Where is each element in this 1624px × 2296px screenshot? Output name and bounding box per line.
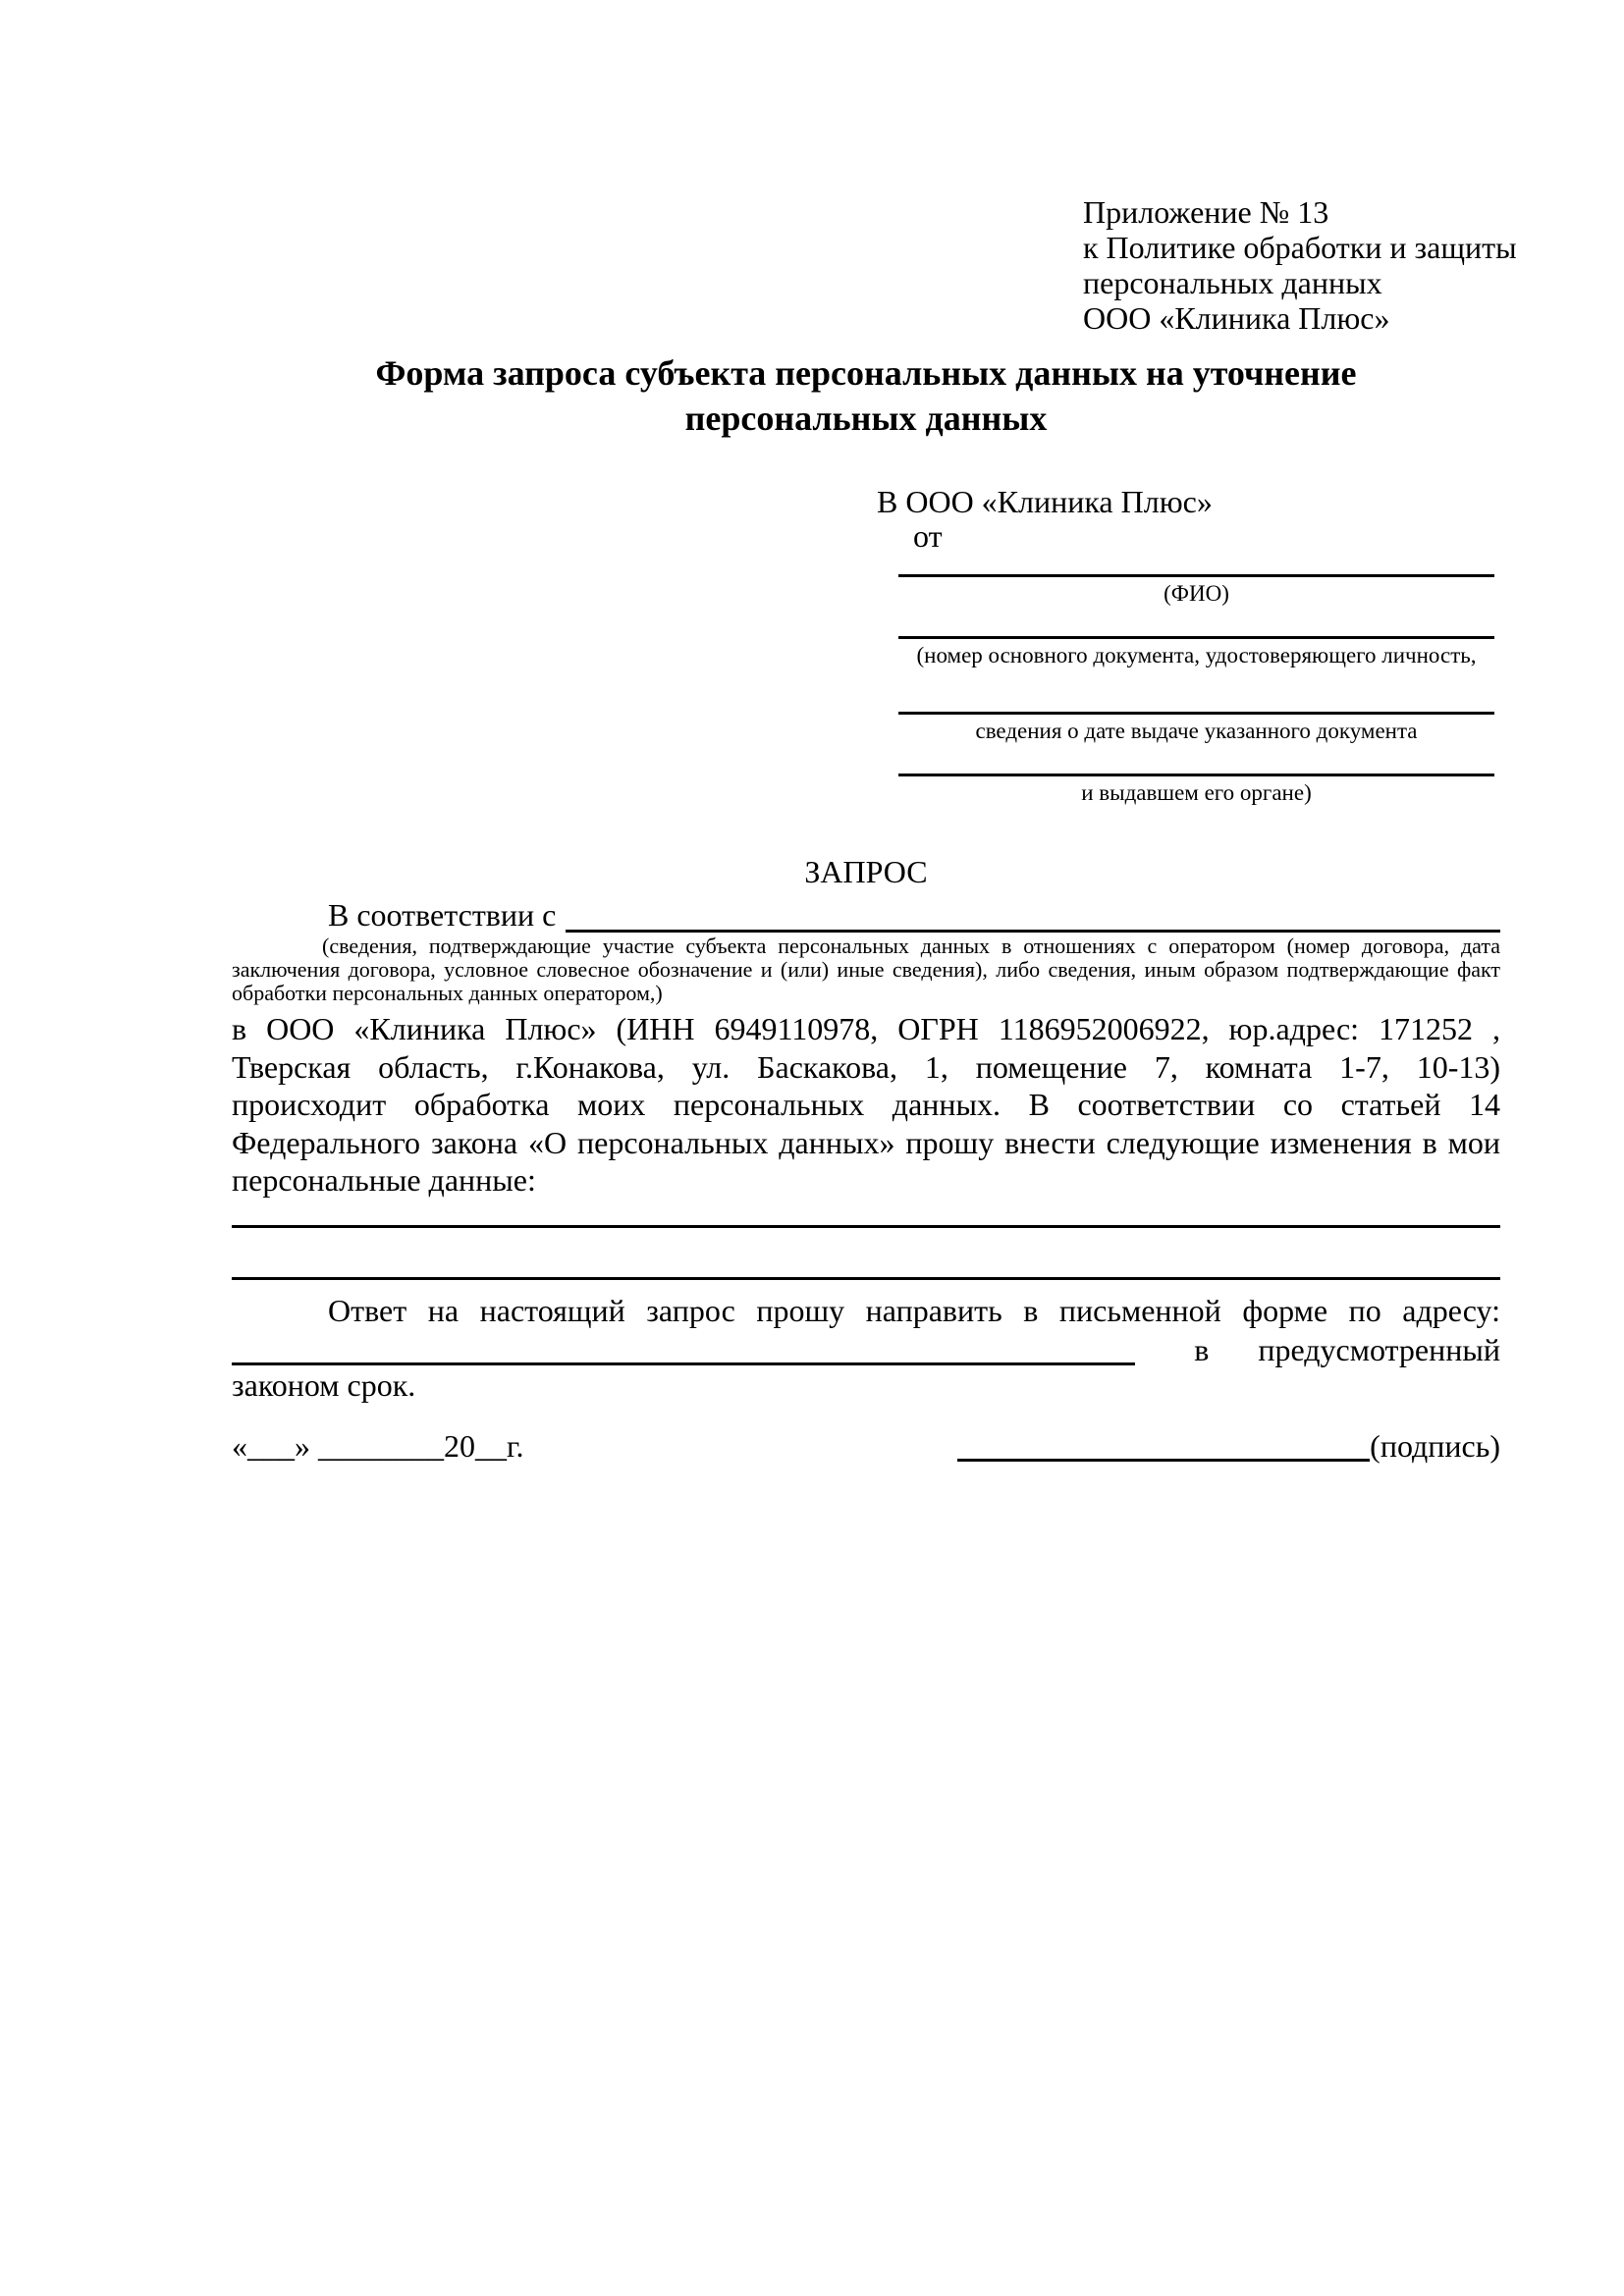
body-line: происходит обработка моих персональных данных. В соответствии со статьей 14: [232, 1087, 1500, 1122]
date-field: «___» ________20__г.: [232, 1428, 524, 1464]
reply-line-3: законом срок.: [232, 1367, 416, 1403]
signature-fill-line: [957, 1431, 1370, 1462]
footnote-line: (сведения, подтверждающие участие субъекта персональных данных в отношениях с оператором (номер договора, дата: [322, 934, 1500, 958]
blank-fill-line-2: [232, 1277, 1500, 1280]
appendix-line: Приложение № 13: [1083, 194, 1329, 230]
date-signature-row: [232, 1425, 1500, 1467]
fill-line-issuer: [898, 774, 1494, 776]
fio-label: (ФИО): [1164, 581, 1229, 606]
footnote-line: обработки персональных данных оператором,): [232, 981, 663, 1005]
request-intro-text: В соответствии с: [328, 897, 557, 933]
form-title: [232, 350, 1500, 441]
request-intro-row: [232, 897, 1500, 936]
reply-line-2: [232, 1330, 1500, 1368]
intro-fill-line: [566, 897, 1500, 933]
body-line: Тверская область, г.Конакова, ул. Баскакова, 1, помещение 7, комната 1-7, 10-13): [232, 1048, 1500, 1085]
body-line: в ООО «Клиника Плюс» (ИНН 6949110978, ОГРН 1186952006922, юр.адрес: 171252 ,: [232, 1011, 1500, 1046]
document-label: (номер основного документа, удостоверяющего личность,: [916, 643, 1477, 667]
blank-fill-line-1: [232, 1225, 1500, 1228]
request-heading: ЗАПРОС: [804, 854, 928, 889]
signature-label: (подпись): [1370, 1428, 1500, 1464]
signature-group: [957, 1428, 1500, 1467]
body-paragraph: [232, 1010, 1500, 1200]
footnote-line: заключения договора, условное словесное обозначение и (или) иные сведения), либо сведения, иным образом подтверждающие факт: [232, 957, 1500, 982]
fill-line-fio: [898, 574, 1494, 577]
appendix-line: к Политике обработки и защиты: [1083, 230, 1517, 265]
body-line: Федерального закона «О персональных данных» прошу внести следующие изменения в мои: [232, 1124, 1500, 1160]
reply-line-1: Ответ на настоящий запрос прошу направить в письменной форме по адресу:: [328, 1293, 1500, 1328]
reply-line-2-tail: в предусмотренный: [1194, 1332, 1500, 1367]
addressee-to: В ООО «Клиника Плюс»: [877, 484, 1213, 519]
appendix-line: ООО «Клиника Плюс»: [1083, 300, 1390, 336]
address-fill-line: [232, 1335, 1135, 1365]
fill-line-document: [898, 636, 1494, 639]
addressee-from: от: [913, 518, 943, 554]
appendix-line: персональных данных: [1083, 265, 1382, 300]
appendix-block: [1083, 194, 1554, 336]
issuer-label: и выдавшем его органе): [1081, 780, 1312, 805]
form-title-line: Форма запроса субъекта персональных данных на уточнение: [375, 353, 1357, 393]
footnote-block: [232, 934, 1500, 1005]
issue-date-label: сведения о дате выдаче указанного документа: [975, 719, 1418, 743]
form-title-line: персональных данных: [684, 399, 1048, 438]
body-line: персональные данные:: [232, 1162, 536, 1198]
fill-line-issue-date: [898, 712, 1494, 715]
